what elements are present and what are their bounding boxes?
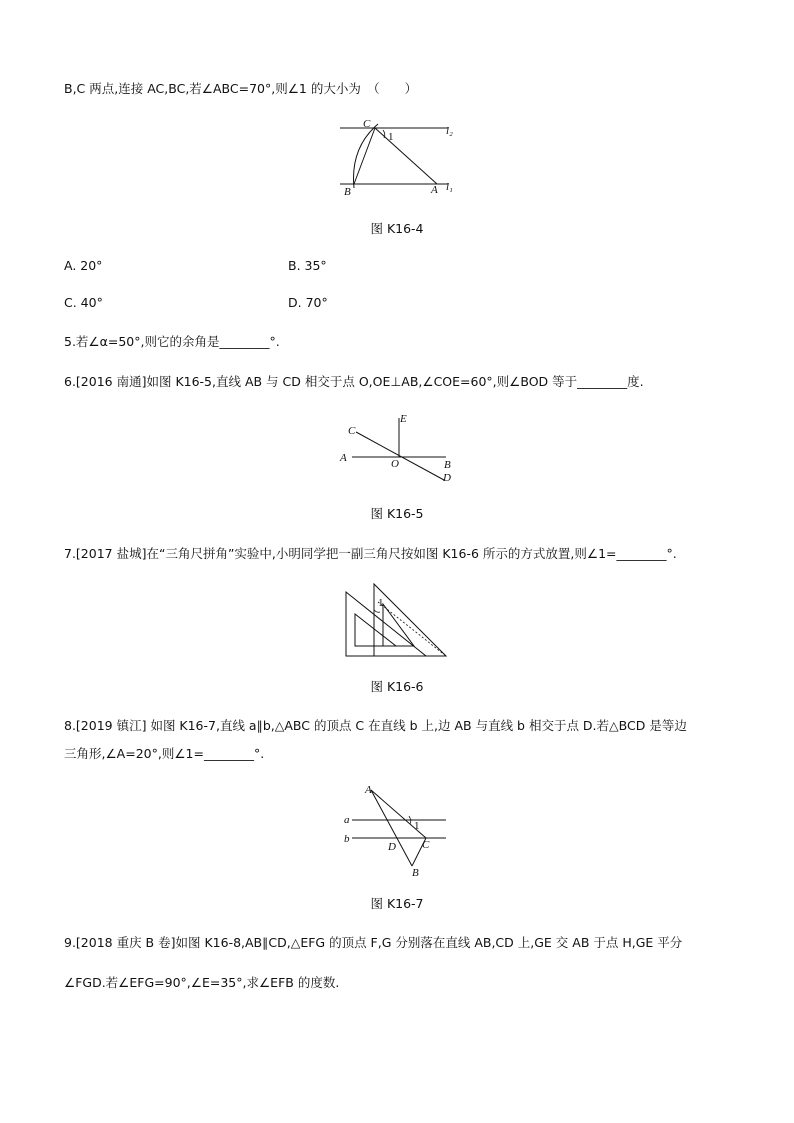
label-l1: l₁ — [446, 181, 453, 193]
label-c: C — [363, 118, 371, 130]
label-a: A — [340, 452, 347, 464]
label-d: D — [388, 841, 396, 853]
label-b: B — [344, 186, 351, 198]
figure-caption-k16-6: 图 K16-6 — [370, 679, 424, 694]
q9-text-line1: 9.[2018 重庆 B 卷]如图 K16-8,AB∥CD,△EFG 的顶点 F,G 分别落在直线 AB,CD 上,GE 交 AB 于点 H,GE 平分 — [64, 935, 683, 950]
arc-bc — [354, 124, 379, 188]
label-b-point: B — [412, 867, 419, 879]
option-b: B. 35° — [288, 258, 327, 273]
set-square-2-outer — [374, 584, 446, 656]
figure-caption-k16-5: 图 K16-5 — [370, 506, 424, 521]
q8-text-line2: 三角形,∠A=20°,则∠1=________°. — [64, 746, 265, 761]
label-a-point: A — [365, 784, 372, 796]
option-a: A. 20° — [64, 258, 103, 273]
segment-ab — [371, 790, 412, 866]
label-b-line: b — [344, 833, 350, 845]
q5-text: 5.若∠α=50°,则它的余角是________°. — [64, 334, 280, 349]
q9-text-line2: ∠FGD.若∠EFG=90°,∠E=35°,求∠EFB 的度数. — [64, 975, 340, 990]
figure-caption-k16-4: 图 K16-4 — [370, 221, 424, 236]
label-1: 1 — [414, 820, 420, 832]
label-d: D — [443, 472, 451, 484]
option-c: C. 40° — [64, 295, 103, 310]
q8-text-line1: 8.[2019 镇江] 如图 K16-7,直线 a∥b,△ABC 的顶点 C 在直线 b 上,边 AB 与直线 b 相交于点 D.若△BCD 是等边 — [64, 718, 687, 733]
label-1: 1 — [388, 131, 394, 143]
option-d: D. 70° — [288, 295, 328, 310]
label-c: C — [422, 839, 430, 851]
figure-k16-5 — [0, 410, 794, 490]
label-b: B — [444, 459, 451, 471]
line-cd — [356, 432, 444, 480]
q7-text: 7.[2017 盐城]在“三角尺拼角”实验中,小明同学把一副三角尺按如图 K16-6 所示的方式放置,则∠1=________°. — [64, 546, 677, 561]
q4-text: B,C 两点,连接 AC,BC,若∠ABC=70°,则∠1 的大小为 （ ） — [64, 81, 418, 96]
label-a-line: a — [344, 814, 350, 826]
angle-1-arc — [374, 610, 380, 612]
label-o: O — [391, 458, 399, 470]
angle-1-arc — [383, 130, 385, 138]
label-a: A — [431, 184, 438, 196]
label-1: 1 — [378, 597, 384, 609]
label-l2: l₂ — [446, 125, 453, 137]
dashed-line — [378, 602, 446, 656]
figure-caption-k16-7: 图 K16-7 — [370, 896, 424, 911]
label-c: C — [348, 425, 356, 437]
figure-k16-6 — [0, 580, 794, 660]
label-e: E — [400, 413, 407, 425]
set-square-1-inner — [355, 614, 396, 646]
figure-k16-7 — [0, 780, 794, 880]
q6-text: 6.[2016 南通]如图 K16-5,直线 AB 与 CD 相交于点 O,OE⊥AB,∠COE=60°,则∠BOD 等于________度. — [64, 374, 644, 389]
